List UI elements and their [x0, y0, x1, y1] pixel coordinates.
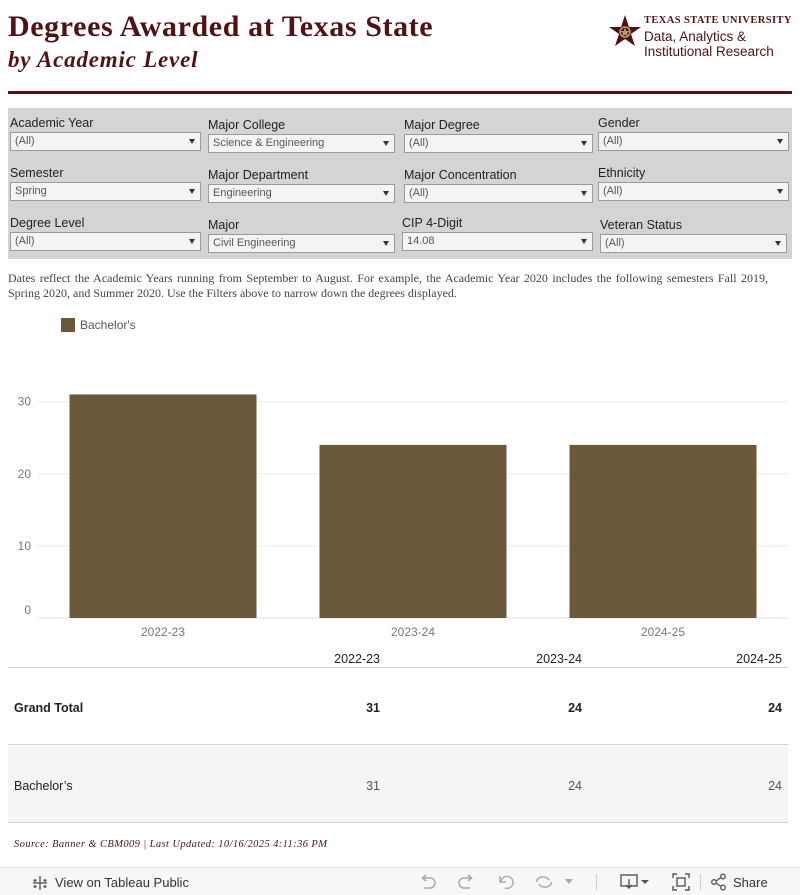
logo-university-name: TEXAS STATE UNIVERSITY [644, 15, 792, 26]
header-divider [8, 91, 792, 94]
y-tick-label: 20 [17, 466, 31, 481]
refresh-dropdown-icon[interactable] [564, 878, 574, 886]
page-title: Degrees Awarded at Texas State [8, 10, 434, 43]
academic-year-select[interactable] [10, 132, 201, 151]
view-on-tableau-label: View on Tableau Public [55, 875, 189, 890]
major-select[interactable] [208, 234, 395, 253]
toolbar-separator [700, 874, 701, 890]
major-college-select[interactable] [208, 134, 395, 153]
filter-major-degree [402, 114, 594, 154]
ethnicity-select[interactable] [598, 182, 789, 201]
major-degree-select[interactable] [404, 134, 593, 153]
y-tick-label: 10 [17, 538, 31, 553]
legend-label: Bachelor's [80, 318, 136, 332]
undo-icon[interactable] [418, 873, 438, 891]
column-header: 2022-23 [334, 652, 380, 666]
y-tick-label: 0 [24, 603, 31, 617]
logo-department-line2: Institutional Research [644, 44, 774, 59]
redo-icon[interactable] [456, 873, 476, 891]
dropdown-arrow-icon [383, 141, 389, 146]
filter-label: CIP 4-Digit [402, 216, 463, 230]
table-cell: 24 [768, 779, 782, 793]
filter-label: Major College [208, 118, 286, 132]
tableau-toolbar [0, 867, 800, 895]
table-cell: 24 [568, 701, 582, 715]
filter-label: Veteran Status [600, 218, 683, 232]
dashboard-header [0, 0, 800, 96]
filter-value: Spring [15, 185, 47, 197]
filter-value: (All) [603, 135, 623, 147]
filter-academic-year [8, 112, 202, 152]
dropdown-arrow-icon [581, 239, 587, 244]
x-tick-label: 2023-24 [390, 625, 436, 639]
filter-veteran-status [598, 214, 790, 254]
download-icon[interactable] [620, 873, 650, 891]
filter-value: (All) [15, 135, 35, 147]
table-cell: 24 [568, 779, 582, 793]
dropdown-arrow-icon [383, 241, 389, 246]
y-tick-label: 30 [17, 394, 31, 409]
filter-value: (All) [409, 137, 429, 149]
filter-label: Major [208, 218, 240, 232]
filter-label: Ethnicity [598, 166, 646, 180]
filter-label: Gender [598, 116, 640, 130]
table-row-grand-total [8, 668, 788, 745]
logo-department-line1: Data, Analytics & [644, 29, 747, 44]
x-tick-label: 2024-25 [640, 625, 686, 639]
filter-label: Semester [10, 166, 64, 180]
filter-value: 14.08 [407, 235, 435, 247]
row-label: Bachelor’s [14, 779, 73, 793]
filter-value: (All) [605, 237, 625, 249]
dropdown-arrow-icon [189, 139, 195, 144]
filter-major-college [206, 114, 396, 154]
dropdown-arrow-icon [581, 191, 587, 196]
column-header: 2024-25 [736, 652, 782, 666]
filter-major-department [206, 164, 396, 204]
share-icon[interactable] [710, 873, 728, 891]
university-logo [608, 14, 798, 62]
degree-level-select[interactable] [10, 232, 201, 251]
filter-value: Engineering [213, 187, 272, 199]
toolbar-separator [596, 874, 597, 890]
x-tick-label: 2022-23 [140, 625, 186, 639]
dropdown-arrow-icon [581, 141, 587, 146]
filter-major [206, 214, 396, 254]
filter-label: Major Degree [404, 118, 480, 132]
veteran-status-select[interactable] [600, 234, 787, 253]
revert-icon[interactable] [496, 873, 516, 891]
table-cell: 24 [768, 701, 782, 715]
table-cell: 31 [366, 779, 380, 793]
dropdown-arrow-icon [383, 191, 389, 196]
filter-value: Science & Engineering [213, 137, 325, 149]
refresh-icon[interactable] [534, 873, 554, 891]
semester-select[interactable] [10, 182, 201, 201]
major-concentration-select[interactable] [404, 184, 593, 203]
table-cell: 31 [366, 701, 380, 715]
bar [70, 394, 257, 618]
legend-swatch [61, 318, 75, 332]
filter-panel [8, 108, 792, 259]
gender-select[interactable] [598, 132, 789, 151]
bar [570, 445, 757, 618]
dropdown-arrow-icon [777, 139, 783, 144]
filter-gender [596, 112, 790, 152]
bar-chart [0, 340, 800, 645]
dropdown-arrow-icon [775, 241, 781, 246]
dropdown-arrow-icon [189, 239, 195, 244]
filter-degree-level [8, 212, 202, 252]
table-row-bachelors [8, 746, 788, 823]
filter-major-concentration [402, 164, 594, 204]
page-subtitle: by Academic Level [8, 47, 199, 72]
fullscreen-icon[interactable] [672, 873, 690, 891]
source-note: Source: Banner & CBM009 | Last Updated: 10/16/2025 4:11:36 PM [14, 839, 328, 850]
filter-label: Major Department [208, 168, 309, 182]
date-note: Dates reflect the Academic Years running from September to August. For example, the Academic Year 2020 includes the following semesters Fall 2019, Spring 2020, and Summer 2020. Use the Filters above to narrow down the degrees displayed. [8, 271, 768, 300]
filter-semester [8, 162, 202, 202]
filter-value: (All) [603, 185, 623, 197]
filter-ethnicity [596, 162, 790, 202]
share-button[interactable]: Share [733, 875, 768, 890]
filter-cip-4-digit [400, 212, 594, 252]
column-header: 2023-24 [536, 652, 582, 666]
dropdown-arrow-icon [777, 189, 783, 194]
tableau-logo-icon [32, 875, 48, 891]
filter-label: Major Concentration [404, 168, 517, 182]
bar [320, 445, 507, 618]
filter-label: Degree Level [10, 216, 85, 230]
major-department-select[interactable] [208, 184, 395, 203]
filter-value: (All) [15, 235, 35, 247]
dropdown-arrow-icon [189, 189, 195, 194]
row-label: Grand Total [14, 701, 84, 715]
star-logo-icon [608, 14, 642, 48]
filter-value: (All) [409, 187, 429, 199]
filter-value: Civil Engineering [213, 237, 296, 249]
cip-4-digit-select[interactable] [402, 232, 593, 251]
filter-label: Academic Year [10, 116, 94, 130]
